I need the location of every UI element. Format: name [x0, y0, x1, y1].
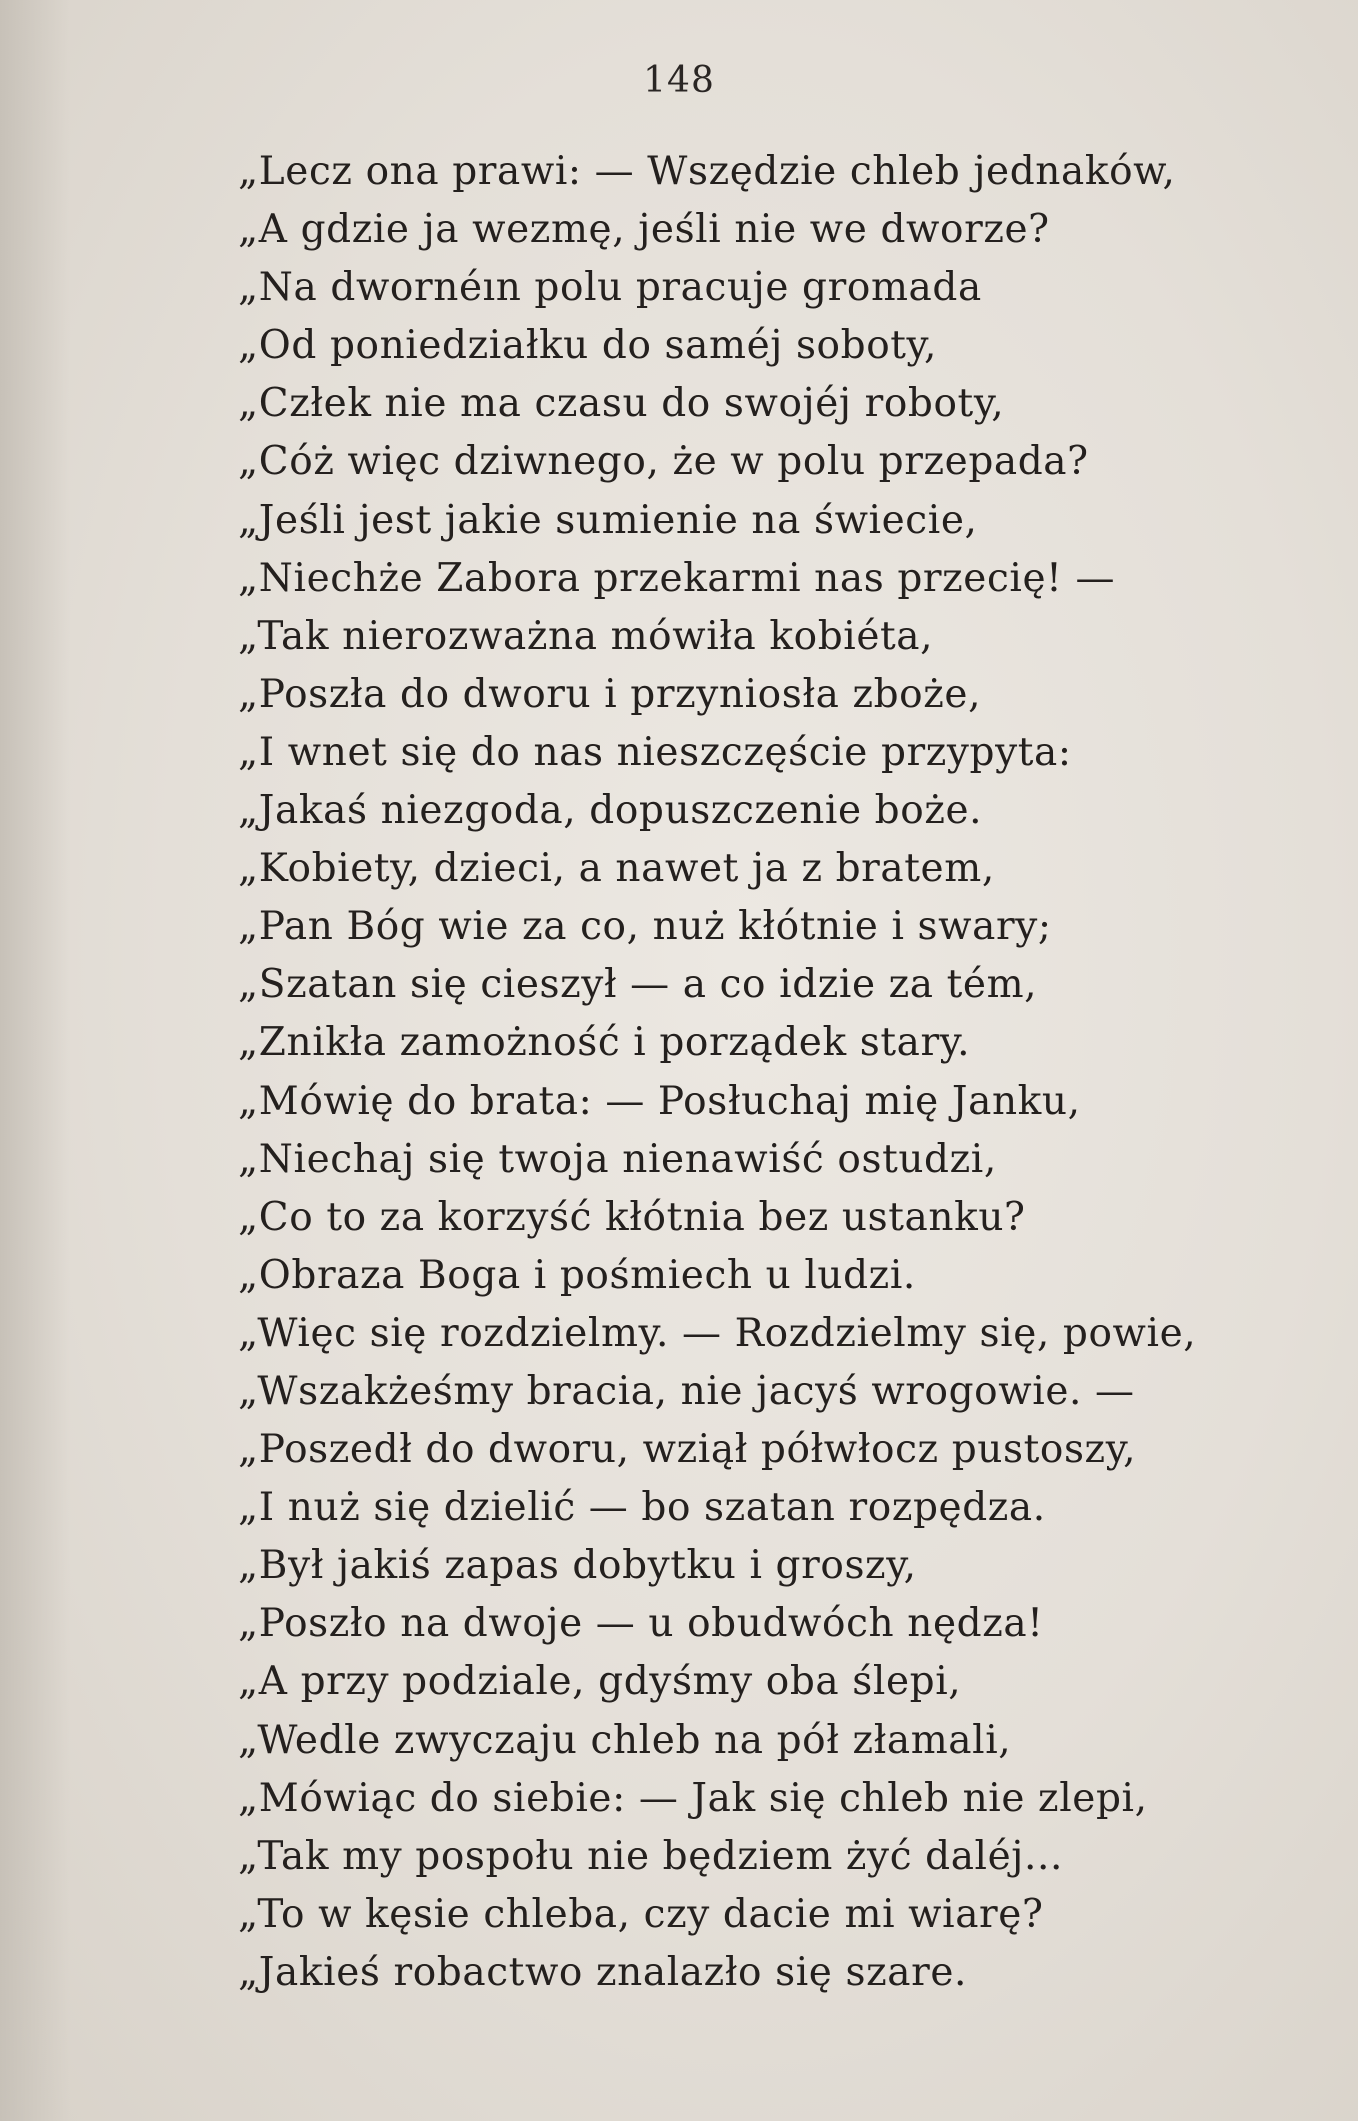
poem-line: „Od poniedziałku do saméj soboty, — [238, 323, 938, 369]
poem-line: „Poszła do dworu i przyniosła zboże, — [238, 671, 982, 717]
poem-line: „Był jakiś zapas dobytku i groszy, — [238, 1543, 917, 1589]
poem-line: „Jeśli jest jakie sumienie na świecie, — [238, 497, 978, 543]
page-gutter-shadow — [0, 0, 70, 2121]
poem-line: „Kobiety, dzieci, a nawet ja z bratem, — [238, 846, 995, 892]
poem-line: „A przy podziale, gdyśmy oba ślepi, — [238, 1659, 962, 1705]
poem-line: „Człek nie ma czasu do swojéj roboty, — [238, 381, 1005, 427]
poem-line: „Niechaj się twoja nienawiść ostudzi, — [238, 1136, 997, 1182]
poem-line: „Jakieś robactwo znalazło się szare. — [238, 1949, 968, 1995]
poem-line: „Pan Bóg wie za co, nuż kłótnie i swary; — [238, 904, 1052, 950]
poem-line: „Cóż więc dziwnego, że w polu przepada? — [238, 439, 1089, 485]
poem-line: „Niechże Zabora przekarmi nas przecię! — — [238, 555, 1116, 601]
poem-line: „Więc się rozdzielmy. — Rozdzielmy się, powie, — [238, 1310, 1197, 1356]
poem-line: „Poszło na dwoje — u obudwóch nędza! — [238, 1601, 1044, 1647]
poem-line: „Wedle zwyczaju chleb na pół złamali, — [238, 1717, 1012, 1763]
poem-line: „Wszakżeśmy bracia, nie jacyś wrogowie. — — [238, 1368, 1135, 1414]
poem-line: „Tak my pospołu nie będziem żyć daléj... — [238, 1833, 1063, 1879]
poem-line: „Mówię do brata: — Posłuchaj mię Janku, — [238, 1078, 1081, 1124]
poem-line: „Obraza Boga i pośmiech u ludzi. — [238, 1252, 916, 1298]
poem-line: „I wnet się do nas nieszczęście przypyta: — [238, 729, 1072, 775]
poem-line: „A gdzie ja wezmę, jeśli nie we dworze? — [238, 207, 1050, 253]
poem-line: „I nuż się dzielić — bo szatan rozpędza. — [238, 1485, 1046, 1531]
poem-line: „Co to za korzyść kłótnia bez ustanku? — [238, 1194, 1026, 1240]
poem-line: „Znikła zamożność i porządek stary. — [238, 1020, 971, 1066]
poem-line: „Mówiąc do siebie: — Jak się chleb nie zlepi, — [238, 1775, 1148, 1821]
poem-line: „Szatan się cieszył — a co idzie za tém, — [238, 962, 1038, 1008]
poem-line: „Tak nierozważna mówiła kobiéta, — [238, 613, 934, 659]
poem-line: „Jakaś niezgoda, dopuszczenie boże. — [238, 788, 983, 834]
poem-text — [238, 143, 1328, 2002]
poem-line: „Poszedł do dworu, wziął półwłocz pustoszy, — [238, 1427, 1137, 1473]
page-number: 148 — [643, 60, 715, 101]
poem-line: „To w kęsie chleba, czy dacie mi wiarę? — [238, 1891, 1044, 1937]
poem-line: „Lecz ona prawi: — Wszędzie chleb jednaków, — [238, 149, 1176, 194]
poem-line: „Na dwornéın polu pracuje gromada — [238, 265, 982, 311]
